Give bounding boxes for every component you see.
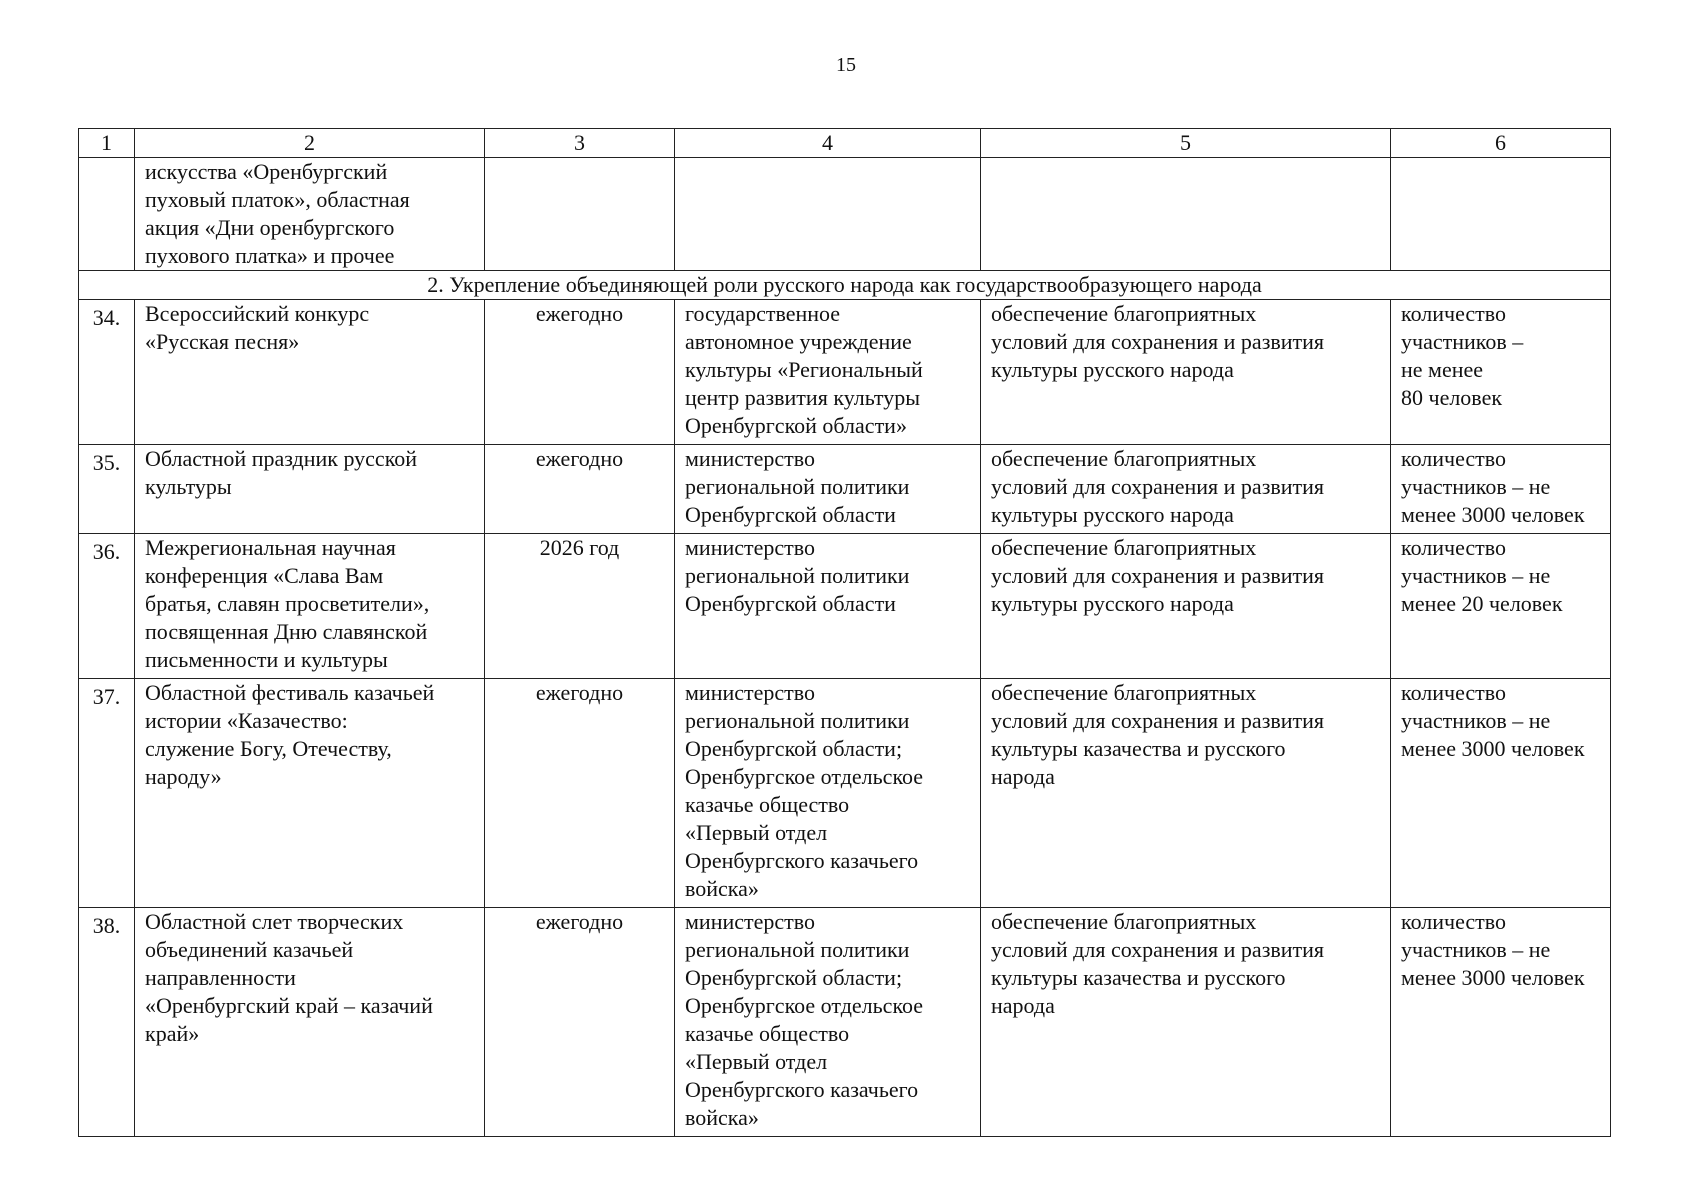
column-header: 4: [675, 129, 981, 158]
executor-line: региональной политики: [685, 937, 910, 962]
result-cell: [981, 445, 1391, 534]
indicator-line: не менее: [1401, 357, 1484, 382]
indicator-line: количество: [1401, 301, 1507, 326]
executor-cell: [675, 300, 981, 445]
table-header-row: [79, 129, 1611, 158]
executor-line: Оренбургской области: [685, 502, 896, 527]
indicator-cell: [1391, 300, 1611, 445]
table-row: [79, 300, 1611, 445]
row-number: 35.: [79, 445, 135, 534]
indicator-line: участников – не: [1401, 563, 1551, 588]
row-number: 37.: [79, 679, 135, 908]
executor-line: министерство: [685, 909, 816, 934]
result-line: условий для сохранения и развития: [991, 329, 1325, 354]
measures-table: [78, 128, 1611, 1137]
event-line: «Оренбургский край – казачий: [145, 993, 433, 1018]
row-number-cell: [79, 158, 135, 271]
result-line: условий для сохранения и развития: [991, 474, 1325, 499]
result-line: культуры русского народа: [991, 357, 1234, 382]
event-line: «Русская песня»: [145, 329, 300, 354]
executor-cell: [675, 908, 981, 1137]
executor-line: Оренбургского казачьего: [685, 1077, 919, 1102]
executor-line: Оренбургской области: [685, 591, 896, 616]
indicator-cell: [1391, 445, 1611, 534]
executor-line: Оренбургской области;: [685, 965, 903, 990]
page-number: 15: [836, 54, 856, 76]
result-cell: [981, 300, 1391, 445]
result-line: условий для сохранения и развития: [991, 708, 1325, 733]
executor-line: региональной политики: [685, 708, 910, 733]
event-line: направленности: [145, 965, 296, 990]
indicator-line: участников –: [1401, 329, 1524, 354]
row-number: 34.: [79, 300, 135, 445]
executor-cell: [675, 445, 981, 534]
row-number: 36.: [79, 534, 135, 679]
event-line: культуры: [145, 474, 232, 499]
event-line: Областной фестиваль казачьей: [145, 680, 435, 705]
result-line: обеспечение благоприятных: [991, 680, 1257, 705]
event-line: посвященная Дню славянской: [145, 619, 428, 644]
executor-cell: [675, 679, 981, 908]
event-cell: [135, 534, 485, 679]
result-line: культуры казачества и русского: [991, 736, 1286, 761]
event-cell: [135, 445, 485, 534]
executor-line: Оренбургское отдельское: [685, 993, 924, 1018]
result-cell: [981, 534, 1391, 679]
executor-line: «Первый отдел: [685, 820, 828, 845]
event-line: пухового платка» и прочее: [145, 243, 395, 268]
indicator-line: 80 человек: [1401, 385, 1503, 410]
event-line: Межрегиональная научная: [145, 535, 396, 560]
event-line: народу»: [145, 764, 222, 789]
indicator-line: участников – не: [1401, 474, 1551, 499]
executor-line: министерство: [685, 446, 816, 471]
indicator-line: менее 20 человек: [1401, 591, 1563, 616]
table-row: [79, 679, 1611, 908]
event-line: акция «Дни оренбургского: [145, 215, 395, 240]
column-header: 1: [79, 129, 135, 158]
result-line: обеспечение благоприятных: [991, 446, 1257, 471]
event-cell: [135, 300, 485, 445]
section-row: [79, 271, 1611, 300]
indicator-cell: [1391, 679, 1611, 908]
executor-line: автономное учреждение: [685, 329, 912, 354]
executor-line: Оренбургской области»: [685, 413, 907, 438]
period-cell: 2026 год: [485, 534, 675, 679]
executor-line: Оренбургского казачьего: [685, 848, 919, 873]
event-line: искусства «Оренбургский: [145, 159, 388, 184]
result-line: культуры русского народа: [991, 502, 1234, 527]
event-cell: [135, 158, 485, 271]
result-line: обеспечение благоприятных: [991, 301, 1257, 326]
column-header: 2: [135, 129, 485, 158]
indicator-line: участников – не: [1401, 937, 1551, 962]
result-line: условий для сохранения и развития: [991, 937, 1325, 962]
event-line: братья, славян просветители»,: [145, 591, 430, 616]
executor-line: войска»: [685, 876, 759, 901]
event-line: Областной слет творческих: [145, 909, 404, 934]
result-cell: [981, 158, 1391, 271]
table-row: [79, 908, 1611, 1137]
result-line: обеспечение благоприятных: [991, 909, 1257, 934]
executor-line: министерство: [685, 535, 816, 560]
executor-line: казачье общество: [685, 1021, 850, 1046]
indicator-line: количество: [1401, 446, 1507, 471]
column-header: 3: [485, 129, 675, 158]
result-line: культуры русского народа: [991, 591, 1234, 616]
event-line: служение Богу, Отечеству,: [145, 736, 392, 761]
indicator-line: менее 3000 человек: [1401, 502, 1585, 527]
result-cell: [981, 679, 1391, 908]
indicator-line: менее 3000 человек: [1401, 965, 1585, 990]
executor-line: войска»: [685, 1105, 759, 1130]
indicator-line: количество: [1401, 909, 1507, 934]
result-cell: [981, 908, 1391, 1137]
period-cell: [485, 158, 675, 271]
indicator-cell: [1391, 908, 1611, 1137]
period-cell: ежегодно: [485, 445, 675, 534]
executor-cell: [675, 534, 981, 679]
indicator-line: менее 3000 человек: [1401, 736, 1585, 761]
indicator-line: количество: [1401, 680, 1507, 705]
executor-line: казачье общество: [685, 792, 850, 817]
executor-line: «Первый отдел: [685, 1049, 828, 1074]
period-cell: ежегодно: [485, 679, 675, 908]
event-line: конференция «Слава Вам: [145, 563, 384, 588]
result-line: условий для сохранения и развития: [991, 563, 1325, 588]
executor-line: региональной политики: [685, 474, 910, 499]
table-row-continuation: [79, 158, 1611, 271]
executor-line: Оренбургской области;: [685, 736, 903, 761]
event-line: письменности и культуры: [145, 647, 388, 672]
event-line: Всероссийский конкурс: [145, 301, 370, 326]
executor-line: региональной политики: [685, 563, 910, 588]
event-line: Областной праздник русской: [145, 446, 418, 471]
result-line: народа: [991, 993, 1055, 1018]
indicator-cell: [1391, 158, 1611, 271]
indicator-line: количество: [1401, 535, 1507, 560]
result-line: обеспечение благоприятных: [991, 535, 1257, 560]
row-number: 38.: [79, 908, 135, 1137]
event-line: край»: [145, 1021, 200, 1046]
event-cell: [135, 908, 485, 1137]
executor-cell: [675, 158, 981, 271]
executor-line: культуры «Региональный: [685, 357, 923, 382]
event-line: объединений казачьей: [145, 937, 354, 962]
indicator-line: участников – не: [1401, 708, 1551, 733]
event-cell: [135, 679, 485, 908]
period-cell: ежегодно: [485, 300, 675, 445]
executor-line: Оренбургское отдельское: [685, 764, 924, 789]
executor-line: центр развития культуры: [685, 385, 921, 410]
executor-line: государственное: [685, 301, 841, 326]
event-line: пуховый платок», областная: [145, 187, 410, 212]
result-line: народа: [991, 764, 1055, 789]
executor-line: министерство: [685, 680, 816, 705]
column-header: 5: [981, 129, 1391, 158]
event-line: истории «Казачество:: [145, 708, 348, 733]
table-row: [79, 534, 1611, 679]
table-row: [79, 445, 1611, 534]
period-cell: ежегодно: [485, 908, 675, 1137]
section-title: 2. Укрепление объединяющей роли русского народа как государствообразующего народа: [79, 271, 1611, 300]
result-line: культуры казачества и русского: [991, 965, 1286, 990]
column-header: 6: [1391, 129, 1611, 158]
indicator-cell: [1391, 534, 1611, 679]
